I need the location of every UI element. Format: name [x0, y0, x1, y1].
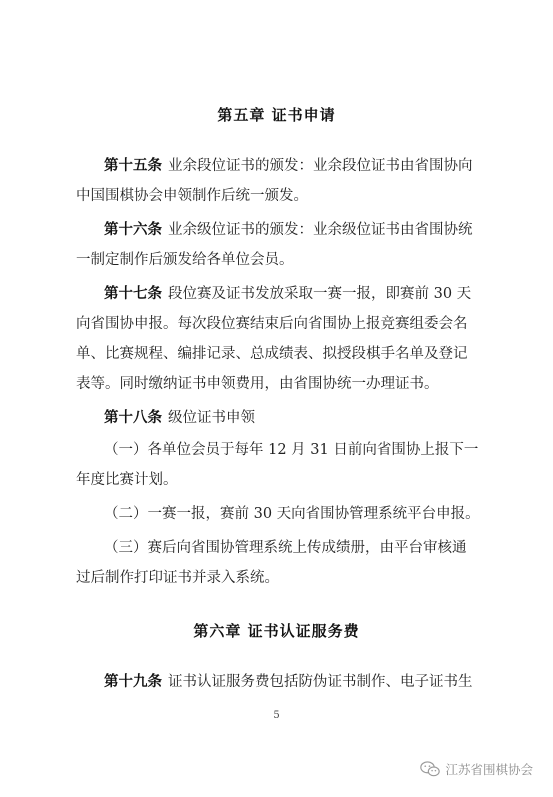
article-16-line-2: 一制定制作后颁发给各单位会员。 — [76, 252, 294, 268]
wechat-icon — [420, 760, 440, 778]
article-18-item-1-line-1: （一）各单位会员于每年 12 月 31 日前向省围协上报下一 — [104, 442, 479, 458]
article-17-line-2: 向省围协申报。每次段位赛结束后向省围协上报竞赛组委会名 — [76, 316, 468, 332]
chapter-5-title: 第五章 证书申请 — [217, 106, 336, 124]
article-17-line-4: 表等。同时缴纳证书申领费用，由省围协统一办理证书。 — [76, 376, 439, 392]
article-18-item-3-line-2: 过后制作打印证书并录入系统。 — [76, 570, 279, 586]
article-18-line-1: 第十八条 级位证书申领 — [104, 410, 255, 426]
article-18-label: 第十八条 — [104, 410, 162, 426]
article-16-label: 第十六条 — [104, 222, 162, 238]
watermark-text: 江苏省围棋协会 — [445, 762, 533, 777]
article-19-line-1: 第十九条 证书认证服务费包括防伪证书制作、电子证书生 — [104, 674, 473, 690]
article-15-line-2: 中国围棋协会申领制作后统一颁发。 — [76, 188, 308, 204]
article-18-item-1-line-2: 年度比赛计划。 — [76, 472, 178, 488]
article-15-line-1: 第十五条 业余段位证书的颁发：业余段位证书由省围协向 — [104, 158, 473, 174]
article-19-label: 第十九条 — [104, 674, 162, 690]
article-18-item-2-line-1: （二）一赛一报，赛前 30 天向省围协管理系统平台申报。 — [104, 506, 480, 522]
page-number: 5 — [273, 710, 280, 721]
article-15-label: 第十五条 — [104, 158, 162, 174]
article-17-label: 第十七条 — [104, 286, 162, 302]
article-17-line-1: 第十七条 段位赛及证书发放采取一赛一报，即赛前 30 天 — [104, 286, 472, 302]
article-18-item-3-line-1: （三）赛后向省围协管理系统上传成绩册，由平台审核通 — [104, 540, 467, 556]
article-16-line-1: 第十六条 业余级位证书的颁发：业余级位证书由省围协统 — [104, 222, 473, 238]
article-17-line-3: 单、比赛规程、编排记录、总成绩表、拟授段棋手名单及登记 — [76, 346, 468, 362]
chapter-6-title: 第六章 证书认证服务费 — [193, 622, 360, 640]
source-watermark — [420, 760, 533, 778]
